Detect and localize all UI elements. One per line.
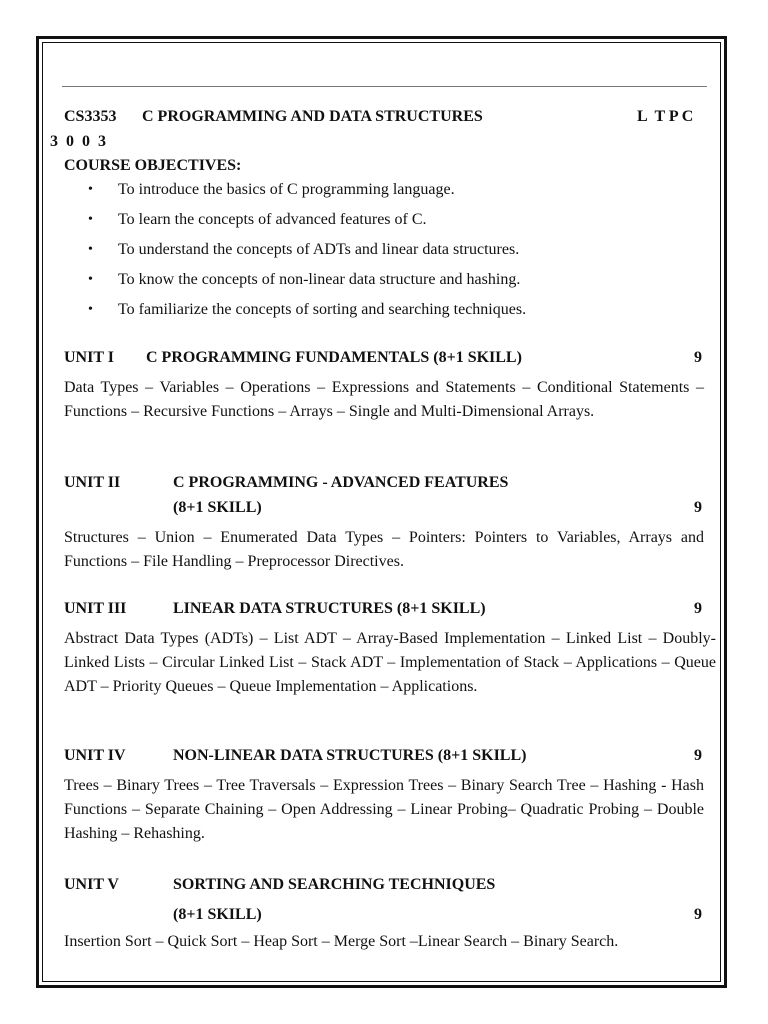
header-rule	[62, 86, 707, 87]
unit-hours: 9	[694, 499, 702, 516]
unit-label: UNIT IV	[64, 747, 126, 764]
objective-item: To learn the concepts of advanced features of C.	[118, 211, 427, 228]
bullet-icon: •	[88, 272, 93, 287]
objective-item: To know the concepts of non-linear data structure and hashing.	[118, 271, 521, 288]
unit-hours: 9	[694, 349, 702, 366]
objective-item: To familiarize the concepts of sorting and searching techniques.	[118, 301, 527, 318]
unit-hours: 9	[694, 747, 702, 764]
unit-title: C PROGRAMMING - ADVANCED FEATURES	[173, 474, 509, 491]
course-code: CS3353	[64, 108, 117, 125]
objectives-heading: COURSE OBJECTIVES:	[64, 157, 242, 174]
unit-label: UNIT V	[64, 876, 119, 893]
bullet-icon: •	[88, 212, 93, 227]
unit-hours: 9	[694, 600, 702, 617]
objective-item: To introduce the basics of C programming language.	[118, 181, 455, 198]
unit-title: SORTING AND SEARCHING TECHNIQUES	[173, 876, 496, 893]
ltpc-label: L T P C	[637, 108, 694, 125]
bullet-icon: •	[88, 182, 93, 197]
unit-content: Trees – Binary Trees – Tree Traversals – Expression Trees – Binary Search Tree – Hashing - Hash Functions – Separate Chaining – Open Addressing – Linear Probing– Quadratic Probing – Double Hashing – Rehashing.	[64, 777, 704, 842]
unit-hours: 9	[694, 906, 702, 923]
unit-content: Insertion Sort – Quick Sort – Heap Sort – Merge Sort –Linear Search – Binary Search.	[64, 933, 619, 950]
unit-title-line2: (8+1 SKILL)	[173, 499, 262, 516]
unit-content: Structures – Union – Enumerated Data Types – Pointers: Pointers to Variables, Arrays and Functions – File Handling – Preprocessor Directives.	[64, 529, 704, 570]
credits-values: 3 0 0 3	[50, 133, 106, 150]
unit-title-line2: (8+1 SKILL)	[173, 906, 262, 923]
bullet-icon: •	[88, 302, 93, 317]
objective-item: To understand the concepts of ADTs and linear data structures.	[118, 241, 520, 258]
course-title: C PROGRAMMING AND DATA STRUCTURES	[142, 108, 483, 125]
unit-label: UNIT II	[64, 474, 121, 491]
unit-label: UNIT I	[64, 349, 114, 366]
unit-title: LINEAR DATA STRUCTURES (8+1 SKILL)	[173, 600, 486, 617]
unit-content: Abstract Data Types (ADTs) – List ADT – Array-Based Implementation – Linked List – Doubly- Linked Lists – Circular Linked List – Stack ADT – Implementation of Stack – Applications – Queue ADT – Priority Queues – Queue Implementation – Applications.	[64, 630, 716, 695]
bullet-icon: •	[88, 242, 93, 257]
unit-label: UNIT III	[64, 600, 127, 617]
unit-title: NON-LINEAR DATA STRUCTURES (8+1 SKILL)	[173, 747, 527, 764]
unit-title: C PROGRAMMING FUNDAMENTALS (8+1 SKILL)	[146, 349, 522, 366]
unit-content: Data Types – Variables – Operations – Expressions and Statements – Conditional Statements – Functions – Recursive Functions – Arrays – Single and Multi-Dimensional Arrays.	[64, 379, 704, 420]
